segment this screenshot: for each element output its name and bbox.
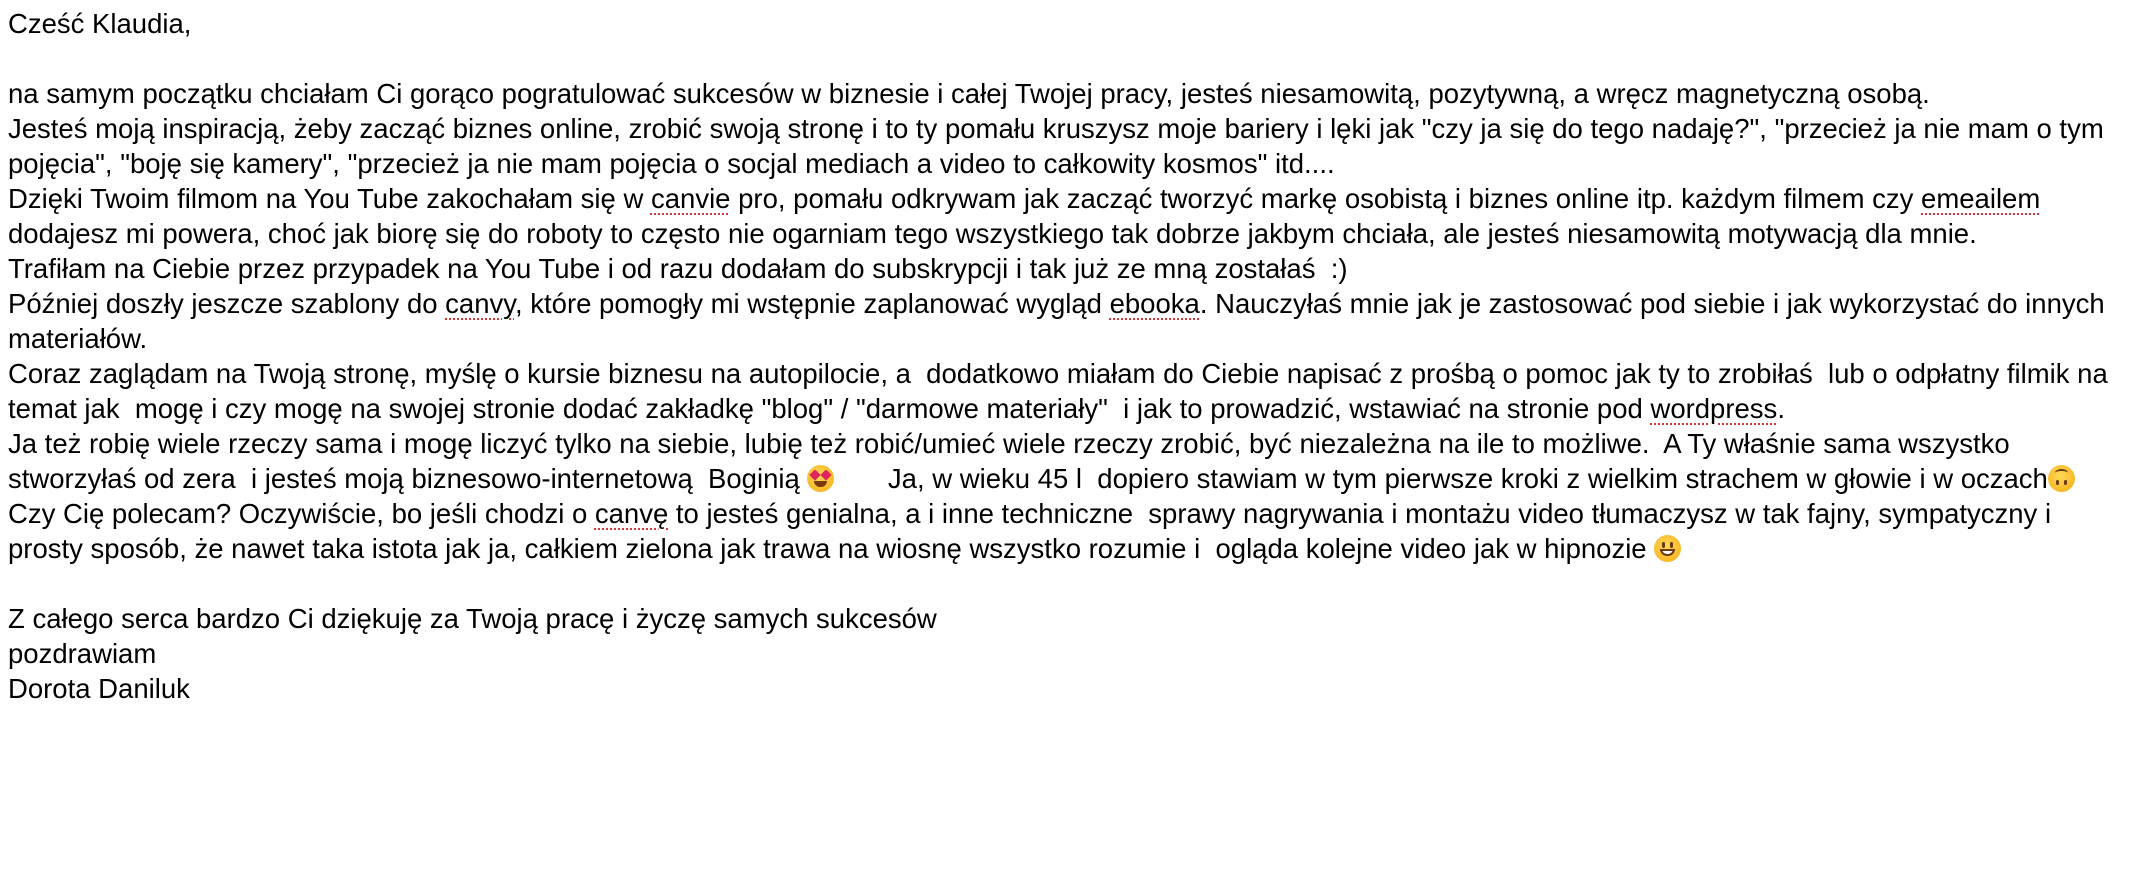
text-segment: dodajesz mi powera, choć jak biorę się do roboty to często nie ogarniam tego wszystkiego tak dobrze jakbym chciała, ale jesteś niesamowitą motywacją dla mnie. [8,183,2048,249]
misspelled-word[interactable]: canvie [650,183,731,214]
text-segment: Coraz zaglądam na Twoją stronę, myślę o kursie biznesu na autopilocie, a dodatkowo miałam do Ciebie napisać z prośbą o pomoc jak ty to zrobiłaś lub o odpłatny filmik na temat jak mogę i czy mogę na swojej stronie dodać zakładkę "blog" / "darmowe materiały" i jak to prowadzić, wstawiać na stronie pod [8,358,2116,424]
blank-line [8,41,2122,76]
text-segment: Ja, w wieku 45 l dopiero stawiam w tym pierwsze kroki z wielkim strachem w głowie i w oczach [834,463,2048,494]
text-segment: . Nauczyłaś mnie jak je zastosować pod siebie i jak wykorzystać do innych materiałów. [8,288,2113,354]
paragraph-congratulations: na samym początku chciałam Ci gorąco pogratulować sukcesów w biznesie i całej Twojej pracy, jesteś niesamowitą, pozytywną, a wręcz magnetyczną osobą. [8,78,1930,109]
paragraph-found-you: Trafiłam na Ciebie przez przypadek na You Tube i od razu dodałam do subskrypcji i tak już ze mną zostałaś :) [8,253,1348,284]
misspelled-word[interactable]: canvę [594,498,669,529]
paragraph-recommendation [8,496,2122,566]
blank-line [8,566,2122,601]
closing-thanks: Z całego serca bardzo Ci dziękuję za Twoją pracę i życzę samych sukcesów [8,603,937,634]
upside-down-face-emoji-icon [2048,465,2075,492]
paragraph-independence [8,426,2122,496]
misspelled-word[interactable]: canvy [445,288,515,319]
grinning-face-emoji-icon [1654,535,1681,562]
greeting: Cześć Klaudia, [8,8,192,39]
text-segment: Ja też robię wiele rzeczy sama i mogę liczyć tylko na siebie, lubię też robić/umieć wiele rzeczy zrobić, być niezależna na ile to możliwe. A Ty właśnie sama wszystko stworzyłaś od zera i jesteś moją biznesowo-internetową Boginią [8,428,2018,494]
closing-regards: pozdrawiam [8,638,157,669]
text-segment: Czy Cię polecam? Oczywiście, bo jeśli chodzi o [8,498,595,529]
heart-eyes-emoji-icon [807,465,834,492]
paragraph-inspiration: Jesteś moją inspiracją, żeby zacząć biznes online, zrobić swoją stronę i to ty pomału kruszysz moje bariery i lęki jak "czy ja się do tego nadaję?", "przecież ja nie mam o tym pojęcia", "boję się kamery", "przecież ja nie mam pojęcia o socjal mediach a video to całkowity kosmos" itd.... [8,113,2112,179]
signature: Dorota Daniluk [8,673,190,704]
paragraph-website [8,356,2122,426]
paragraph-templates [8,286,2122,356]
paragraph-youtube-films [8,181,2122,251]
misspelled-word[interactable]: wordpress [1650,393,1778,424]
text-segment: . [1777,393,1785,424]
text-segment: , które pomogły mi wstępnie zaplanować wygląd [514,288,1110,319]
misspelled-word[interactable]: emeailem [1921,183,2041,214]
text-segment: Dzięki Twoim filmom na You Tube zakochałam się w [8,183,651,214]
text-segment: pro, pomału odkrywam jak zacząć tworzyć markę osobistą i biznes online itp. każdym filmem czy [730,183,1922,214]
misspelled-word[interactable]: ebooka [1109,288,1200,319]
text-segment: to jesteś genialna, a i inne techniczne sprawy nagrywania i montażu video tłumaczysz w tak fajny, sympatyczny i prosty sposób, że nawet taka istota jak ja, całkiem zielona jak trawa na wiosnę wszystko rozumie i ogląda kolejne video jak w hipnozie [8,498,2059,564]
text-segment: Później doszły jeszcze szablony do [8,288,446,319]
